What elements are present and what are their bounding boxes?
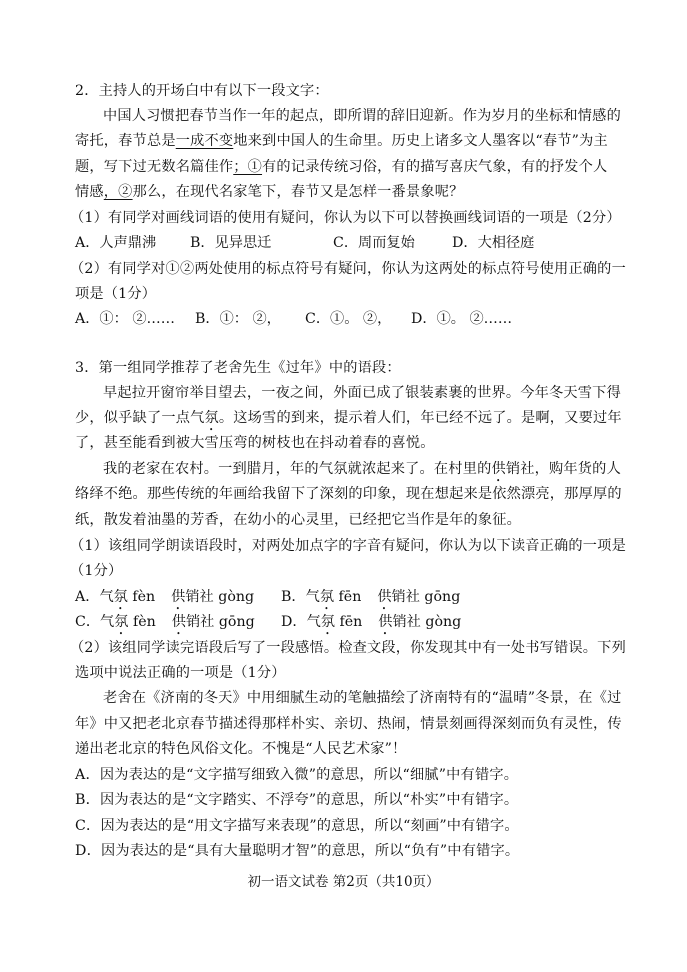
- q3-sub1-question-line-1: （1）该组同学朗读语段时，对两处加点字的字音有疑问，你认为以下读音正确的一项是: [70, 538, 626, 554]
- q3-passage-line-2: 少，似乎缺了一点气氛。这场雪的到来，提示着人们，年已经不远了。是啊，又要过年: [75, 410, 622, 426]
- q3-passage-line-3: 了，甚至能看到被大雪压弯的树枝也在抖动着春的喜悦。: [75, 435, 435, 451]
- q3-sub1-option-a[interactable]: A．气氛 fèn 供销社 gòng: [75, 589, 255, 605]
- blank-1: ；①: [233, 159, 263, 175]
- q2-sub2-question-line-1: （2）有同学对①②两处使用的标点符号有疑问，你认为这两处的标点符号使用正确的一: [70, 261, 626, 277]
- q2-passage-line-4: 情感，②那么，在现代名家笔下，春节又是怎样一番景象呢？: [75, 184, 464, 200]
- q2-sub2-option-b[interactable]: B．①： ②，: [195, 311, 281, 327]
- q2-stem: 2．主持人的开场白中有以下一段文字：: [75, 83, 329, 99]
- q2-sub2-option-d[interactable]: D．①。 ②……: [411, 311, 513, 327]
- q3-sub2-option-a[interactable]: A．因为表达的是“文字描写细致入微”的意思，所以“细腻”中有错字。: [75, 767, 519, 783]
- q2-sub2-option-c[interactable]: C．①。 ②，: [305, 311, 392, 327]
- underlined-phrase: 一成不变: [175, 133, 234, 149]
- q3-sub2-question-line-2: 选项中说法正确的一项是（1分）: [75, 665, 286, 681]
- q3-sub1-option-b[interactable]: B．气氛 fēn 供销社 gōng: [281, 589, 461, 605]
- q2-sub1-option-b[interactable]: B．见异思迁: [190, 235, 272, 251]
- q3-essay-line-2: 年》中又把老北京春节描述得那样朴实、亲切、热闹，情景刻画得深刻而负有灵性，传: [75, 716, 622, 732]
- q3-sub2-option-b[interactable]: B．因为表达的是“文字踏实、不浮夸”的意思，所以“朴实”中有错字。: [75, 792, 519, 808]
- q2-passage-line-3: 题，写下过无数名篇佳作；①有的记录传统习俗，有的描写喜庆气象，有的抒发个人: [75, 159, 608, 175]
- dotted-char-fen: 氛: [204, 410, 219, 426]
- q2-passage-line-1: 中国人习惯把春节当作一年的起点，即所谓的辞旧迎新。作为岁月的坐标和情感的: [103, 108, 621, 124]
- q2-sub1-option-a[interactable]: A．人声鼎沸: [75, 235, 157, 251]
- q3-stem: 3．第一组同学推荐了老舍先生《过年》中的语段：: [75, 360, 401, 376]
- q3-passage-line-5: 络绎不绝。那些传统的年画给我留下了深刻的印象，现在想起来是依然漂亮，那厚厚的: [75, 486, 622, 502]
- q2-sub2-option-a[interactable]: A．①： ②……: [75, 311, 175, 327]
- q2-sub1-option-d[interactable]: D．大相径庭: [452, 235, 535, 251]
- q3-sub1-option-d[interactable]: D．气氛 fēn 供销社 gòng: [281, 614, 462, 630]
- q3-sub2-question-line-1: （2）该组同学读完语段后写了一段感悟。检查文段，你发现其中有一处书写错误。下列: [70, 640, 626, 656]
- q3-passage-line-1: 早起拉开窗帘举目望去，一夜之间，外面已成了银装素裹的世界。今年冬天雪下得: [103, 385, 621, 401]
- q3-essay-line-3: 递出老北京的特色风俗文化。不愧是“人民艺术家”！: [75, 741, 407, 757]
- q3-sub2-option-d[interactable]: D．因为表达的是“具有大量聪明才智”的意思，所以“负有”中有错字。: [75, 843, 520, 859]
- q3-essay-line-1: 老舍在《济南的冬天》中用细腻生动的笔触描绘了济南特有的“温晴”冬景，在《过: [103, 690, 622, 706]
- q3-passage-line-6: 纸，散发着油墨的芳香，在幼小的心灵里，已经把它当作是年的象征。: [75, 512, 522, 528]
- blank-2: ，②: [103, 184, 133, 200]
- q3-sub1-question-line-2: （1分）: [70, 563, 123, 579]
- q3-sub2-option-c[interactable]: C．因为表达的是“用文字描写来表现”的意思，所以“刻画”中有错字。: [75, 818, 519, 834]
- q3-passage-line-4: 我的老家在农村。一到腊月，年的气氛就浓起来了。在村里的供销社，购年货的人: [103, 461, 621, 477]
- q2-sub1-option-c[interactable]: C．周而复始: [333, 235, 415, 251]
- dotted-char-gong: 供: [491, 461, 506, 477]
- q2-sub1-question: （1）有同学对画线词语的使用有疑问，你认为以下可以替换画线词语的一项是（2分）: [70, 210, 621, 226]
- page-footer: 初一语文试卷 第2页（共10页）: [247, 874, 440, 890]
- q2-sub2-question-line-2: 项是（1分）: [75, 286, 157, 302]
- q2-passage-line-2: 寄托，春节总是一成不变地来到中国人的生命里。历史上诸多文人墨客以“春节”为主: [75, 133, 608, 149]
- q3-sub1-option-c[interactable]: C．气氛 fèn 供销社 gōng: [75, 614, 255, 630]
